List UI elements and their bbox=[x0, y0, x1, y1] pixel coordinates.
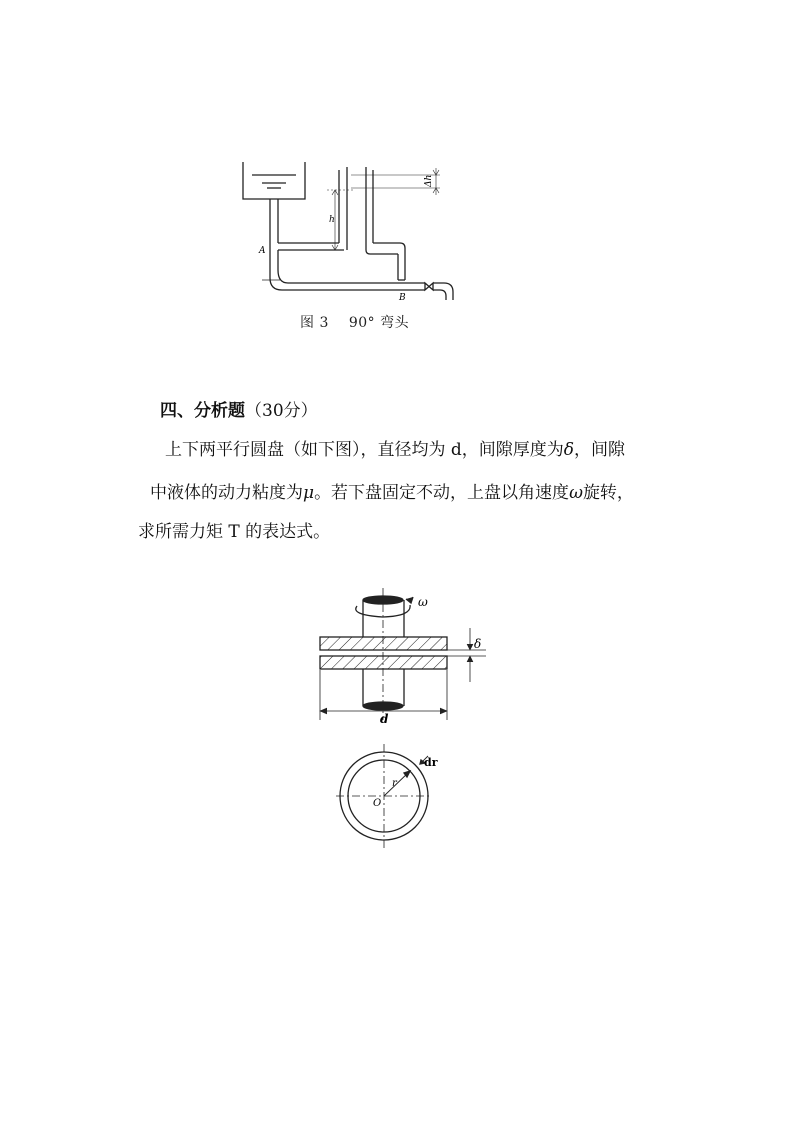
problem-line-3 bbox=[138, 522, 330, 542]
figure-caption-text: 90° 弯头 bbox=[348, 315, 410, 331]
delta-symbol: δ bbox=[563, 440, 575, 460]
figure-3-caption bbox=[300, 312, 409, 332]
problem-text: 旋转， bbox=[582, 483, 634, 503]
problem-text: 中液体的动力粘度为 bbox=[150, 483, 303, 503]
omega-symbol: ω bbox=[569, 483, 583, 503]
section-points: （30分） bbox=[245, 401, 318, 421]
figure-number: 图 3 bbox=[300, 315, 329, 331]
problem-line-2 bbox=[150, 483, 634, 503]
dr-label: dr bbox=[424, 756, 438, 769]
radius-label: r bbox=[392, 778, 397, 789]
figure-3-diagram bbox=[0, 0, 793, 310]
mu-symbol: μ bbox=[303, 483, 315, 503]
problem-text: 上下两平行圆盘（如下图），直径均为 d，间隙厚度为 bbox=[165, 440, 564, 460]
parallel-disks-diagram bbox=[0, 570, 793, 870]
delta-label: δ bbox=[474, 637, 482, 651]
point-b-label: B bbox=[399, 293, 406, 303]
section-title bbox=[160, 396, 318, 421]
diameter-label: d bbox=[380, 712, 389, 726]
h-label: h bbox=[329, 215, 335, 225]
problem-text: 。若下盘固定不动，上盘以角速度 bbox=[314, 483, 570, 503]
center-o-label: O bbox=[373, 798, 382, 809]
problem-text: 求所需力矩 T 的表达式。 bbox=[138, 522, 331, 542]
omega-label: ω bbox=[418, 595, 428, 609]
section-heading: 四、分析题 bbox=[160, 401, 245, 421]
delta-h-label: Δh bbox=[424, 174, 434, 187]
problem-text: ，间隙 bbox=[574, 440, 626, 460]
problem-line-1 bbox=[165, 440, 625, 460]
point-a-label: A bbox=[259, 246, 266, 256]
